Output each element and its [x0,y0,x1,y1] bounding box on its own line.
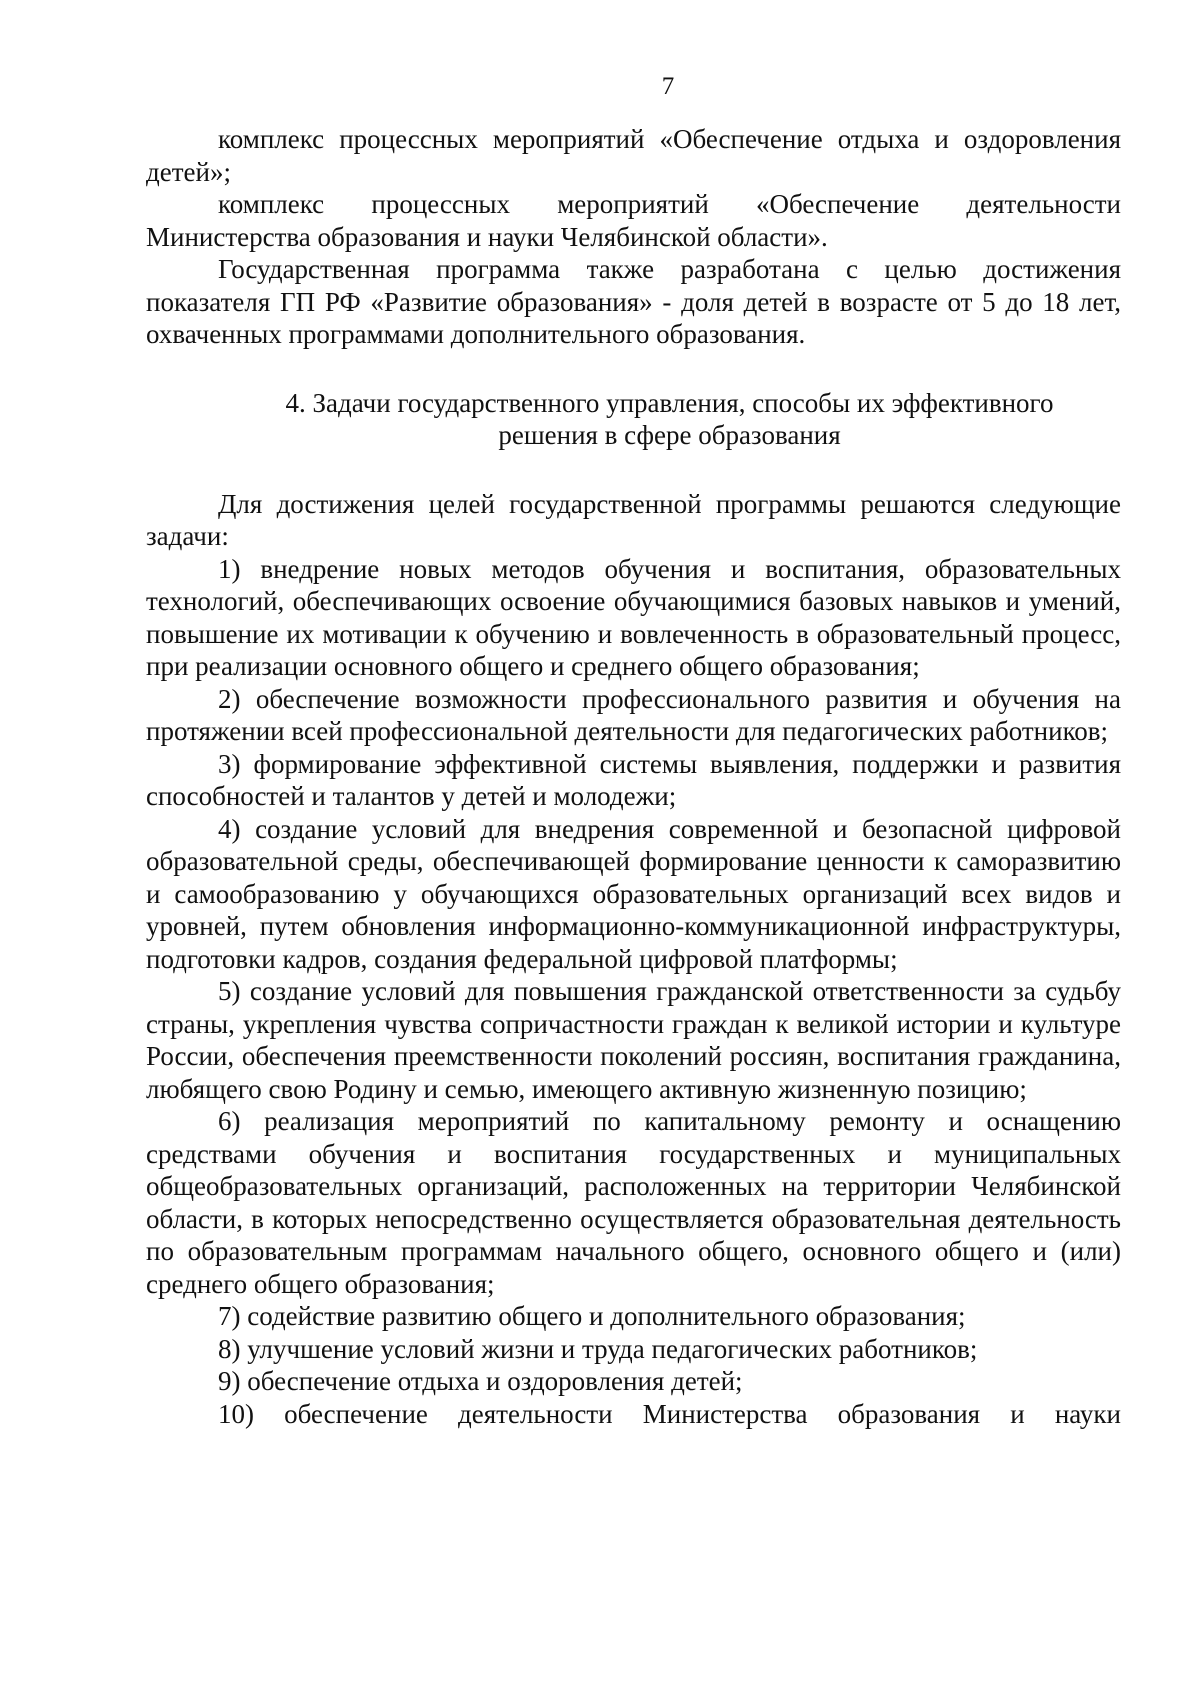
task-item: 4) создание условий для внедрения современной и безопасной цифровой образовательной среды, обеспечивающей формирование ценности к саморазвитию и самообразованию у обучающихся образовательных организаций всех видов и уровней, путем обновления информационно-коммуникационной инфраструктуры, подготовки кадров, создания федеральной цифровой платформы; [146,813,1121,974]
task-item: 1) внедрение новых методов обучения и воспитания, образовательных технологий, обеспечивающих освоение обучающимися базовых навыков и умений, повышение их мотивации к обучению и вовлеченность в образовательный процесс, при реализации основного общего и среднего общего образования; [146,553,1121,681]
task-item: 2) обеспечение возможности профессионального развития и обучения на протяжении всей профессиональной деятельности для педагогических работников; [146,683,1121,746]
document-body [146,123,1121,1430]
task-item: 7) содействие развитию общего и дополнительного образования; [218,1301,966,1331]
intro-paragraph: комплекс процессных мероприятий «Обеспечение отдыха и оздоровления детей»; [146,124,1121,187]
intro-paragraph: Государственная программа также разработана с целью достижения показателя ГП РФ «Развитие образования» - доля детей в возрасте от 5 до 18 лет, охваченных программами дополнительного образования. [146,254,1121,349]
task-item: 8) улучшение условий жизни и труда педагогических работников; [218,1333,978,1364]
task-item: 9) обеспечение отдыха и оздоровления детей; [218,1366,743,1396]
page-number: 7 [661,73,675,100]
section-heading [146,387,1121,452]
section-heading-line: 4. Задачи государственного управления, способы их эффективного [285,387,1054,418]
task-item: 5) создание условий для повышения гражданской ответственности за судьбу страны, укрепления чувства сопричастности граждан к великой истории и культуре России, обеспечения преемственности поколений россиян, воспитания гражданина, любящего свою Родину и семью, имеющего активную жизненную позицию; [146,976,1121,1104]
task-item: 10) обеспечение деятельности Министерства образования и науки [218,1398,1121,1429]
section-heading-line: решения в сфере образования [498,420,841,450]
task-item: 3) формирование эффективной системы выявления, поддержки и развития способностей и талантов у детей и молодежи; [146,748,1121,811]
task-intro: Для достижения целей государственной программы решаются следующие задачи: [146,488,1121,551]
task-item: 6) реализация мероприятий по капитальному ремонту и оснащению средствами обучения и воспитания государственных и муниципальных общеобразовательных организаций, расположенных на территории Челябинской области, в которых непосредственно осуществляется образовательная деятельность по образовательным программам начального общего, основного общего и (или) среднего общего образования; [146,1106,1121,1299]
intro-paragraph: комплекс процессных мероприятий «Обеспечение деятельности Министерства образования и науки Челябинской области». [146,189,1121,252]
